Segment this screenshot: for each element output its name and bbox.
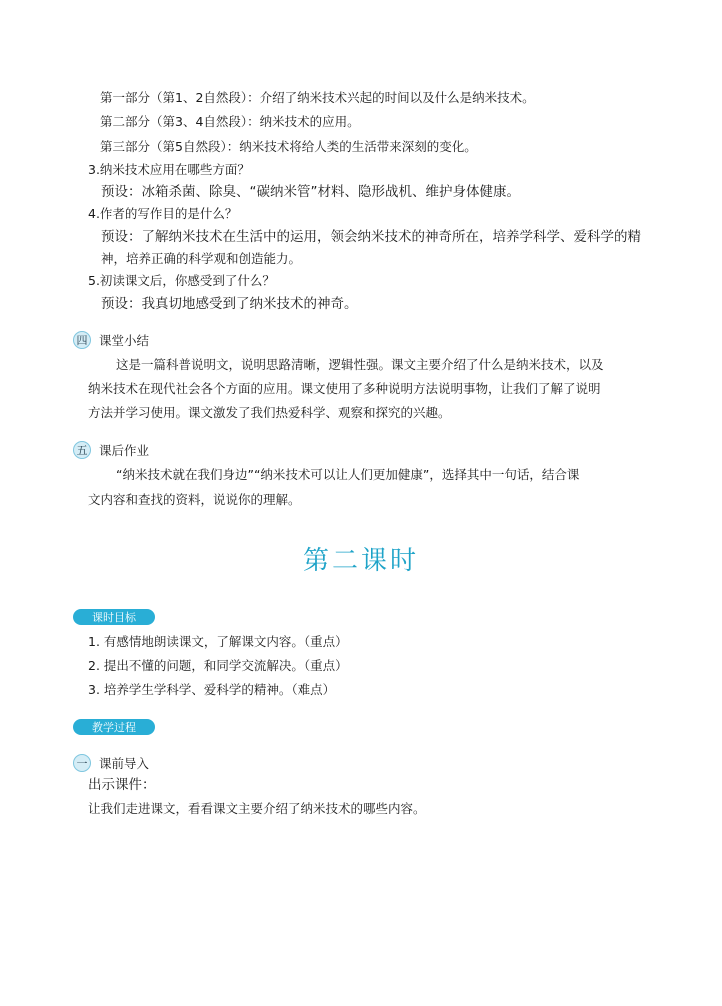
answer-5: 预设：我真切地感受到了纳米技术的神奇。 xyxy=(101,296,358,312)
answer-4-line-2: 神，培养正确的科学观和创造能力。 xyxy=(101,251,302,266)
section-5-heading xyxy=(73,440,149,460)
question-3: 3.纳米技术应用在哪些方面？ xyxy=(88,162,250,177)
section-1-title: 课前导入 xyxy=(99,756,150,771)
show-courseware-label: 出示课件： xyxy=(88,777,156,793)
teaching-process-pill: 教学过程 xyxy=(73,719,155,735)
section-1-heading xyxy=(73,753,149,773)
goal-3: 3. 培养学生学科学、爱科学的精神。（难点） xyxy=(88,682,336,697)
structure-part-3: 第三部分（第5自然段）：纳米技术将给人类的生活带来深刻的变化。 xyxy=(100,139,477,154)
homework-line-1: “纳米技术就在我们身边”“纳米技术可以让人们更加健康”，选择其中一句话，结合课 xyxy=(116,467,580,482)
summary-line-3: 方法并学习使用。课文激发了我们热爱科学、观察和探究的兴趣。 xyxy=(88,405,451,420)
homework-line-2: 文内容和查找的资料，说说你的理解。 xyxy=(88,492,301,507)
section-4-heading xyxy=(73,330,149,350)
summary-line-1: 这是一篇科普说明文，说明思路清晰，逻辑性强。课文主要介绍了什么是纳米技术，以及 xyxy=(116,357,604,372)
lesson-goals-pill: 课时目标 xyxy=(73,609,155,625)
section-1-badge: 一 xyxy=(73,754,91,772)
lesson-2-title: 第二课时 xyxy=(302,546,419,576)
question-4: 4.作者的写作目的是什么？ xyxy=(88,206,238,221)
section-4-title: 课堂小结 xyxy=(99,333,150,348)
answer-4-line-1: 预设：了解纳米技术在生活中的运用，领会纳米技术的神奇所在，培养学科学、爱科学的精 xyxy=(101,229,641,245)
question-5: 5.初读课文后，你感受到了什么？ xyxy=(88,273,275,288)
goal-1: 1. 有感情地朗读课文，了解课文内容。（重点） xyxy=(88,634,348,649)
section-4-badge: 四 xyxy=(73,331,91,349)
summary-line-2: 纳米技术在现代社会各个方面的应用。课文使用了多种说明方法说明事物，让我们了解了说明 xyxy=(88,381,601,396)
structure-part-2: 第二部分（第3、4自然段）：纳米技术的应用。 xyxy=(100,114,360,129)
section-5-title: 课后作业 xyxy=(99,443,150,458)
goal-2: 2. 提出不懂的问题，和同学交流解决。（重点） xyxy=(88,658,348,673)
section-5-badge: 五 xyxy=(73,441,91,459)
answer-3: 预设：冰箱杀菌、除臭、“碳纳米管”材料、隐形战机、维护身体健康。 xyxy=(101,184,520,200)
intro-text: 让我们走进课文，看看课文主要介绍了纳米技术的哪些内容。 xyxy=(88,801,426,816)
structure-part-1: 第一部分（第1、2自然段）：介绍了纳米技术兴起的时间以及什么是纳米技术。 xyxy=(100,90,535,105)
